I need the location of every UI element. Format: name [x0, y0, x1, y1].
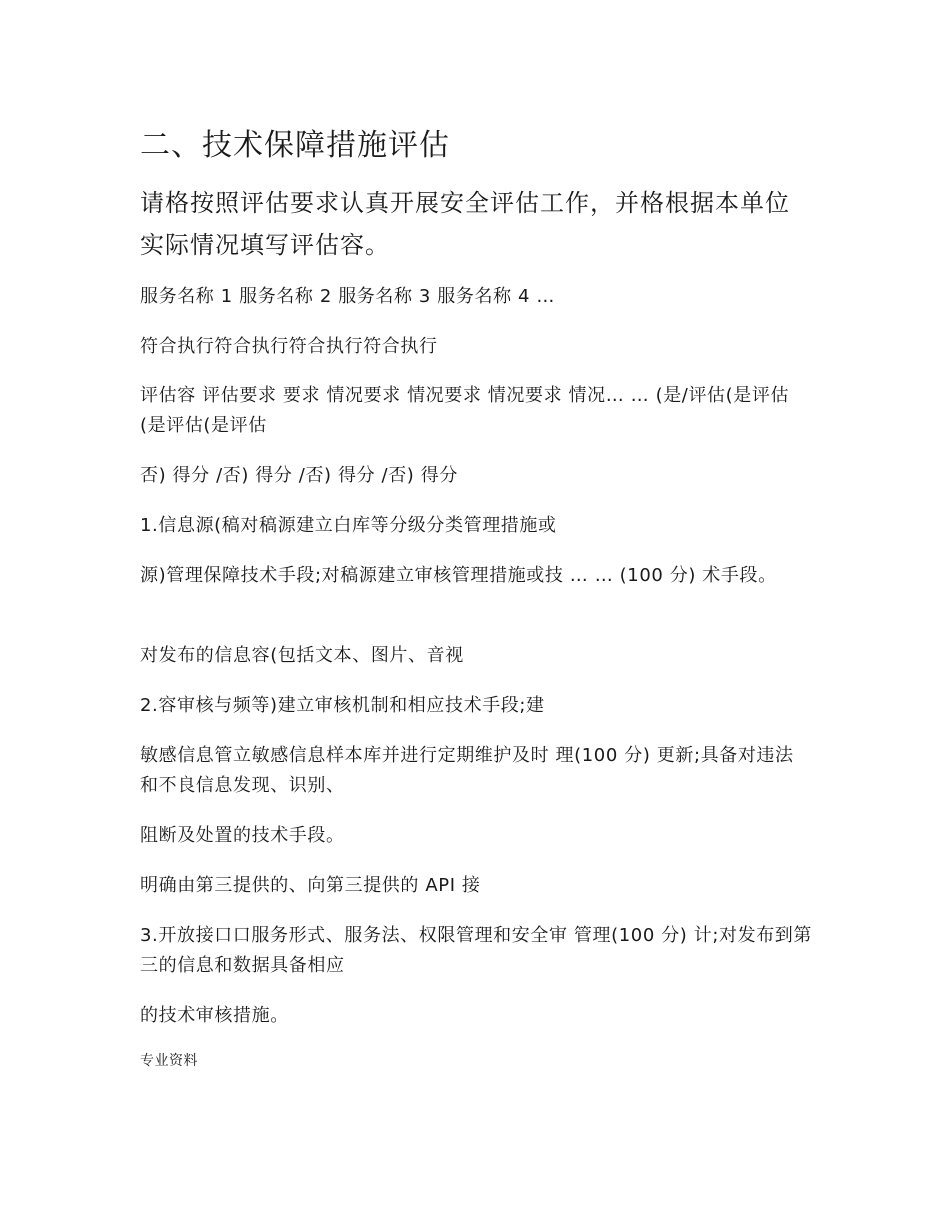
intro-paragraph: 请格按照评估要求认真开展安全评估工作，并格根据本单位实际情况填写评估容。: [140, 189, 790, 259]
item-2-line-3: 敏感信息管立敏感信息样本库并进行定期维护及时 理(100 分) 更新;具备对违法和不良信息发现、识别、: [140, 745, 794, 796]
item-1-line-2: 源)管理保障技术手段;对稿源建立审核管理措施或技 … … (100 分) 术手段。: [140, 565, 777, 586]
section-title: 二、技术保障措施评估: [140, 128, 450, 163]
score-header-line: 否) 得分 /否) 得分 /否) 得分 /否) 得分: [140, 465, 458, 486]
item-3-line-2: 3.开放接口口服务形式、服务法、权限管理和安全审 管理(100 分) 计;对发布到第三的信息和数据具备相应: [140, 925, 813, 976]
item-2-line-2: 2.容审核与频等)建立审核机制和相应技术手段;建: [140, 695, 545, 716]
page-footer: 专业资料: [140, 1053, 198, 1069]
item-2-line-4: 阻断及处置的技术手段。: [140, 825, 345, 846]
item-3-line-1: 明确由第三提供的、向第三提供的 API 接: [140, 875, 481, 896]
item-2-line-1: 对发布的信息容(包括文本、图片、音视: [140, 645, 464, 666]
service-names-line: 服务名称 1 服务名称 2 服务名称 3 服务名称 4 …: [140, 286, 555, 307]
table-header-line: 评估容 评估要求 要求 情况要求 情况要求 情况要求 情况… … (是/评估(是评估(是评估(是评估: [140, 385, 790, 436]
item-1-line-1: 1.信息源(稿对稿源建立白库等分级分类管理措施或: [140, 515, 557, 536]
compliance-line: 符合执行符合执行符合执行符合执行: [140, 336, 438, 357]
item-3-line-3: 的技术审核措施。: [140, 1005, 289, 1026]
